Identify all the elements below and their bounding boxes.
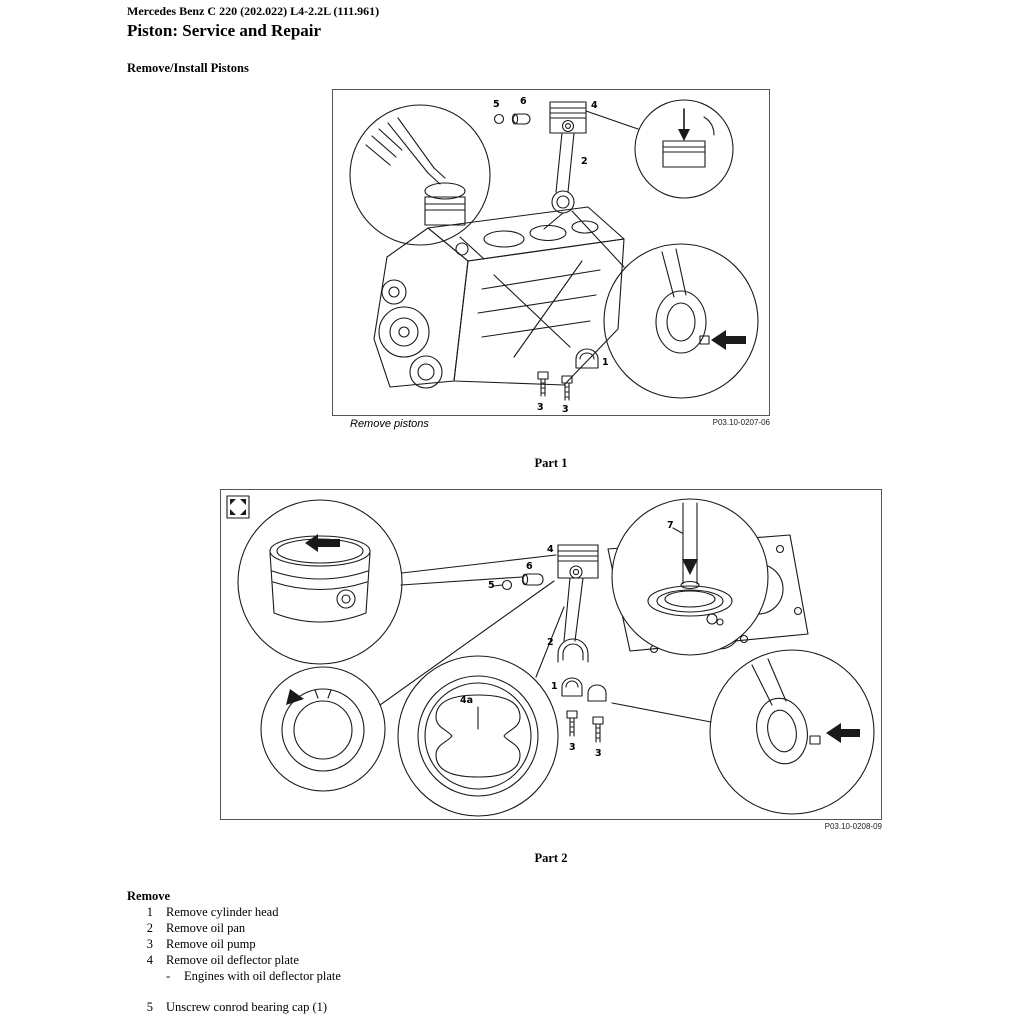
fig1-callout-4: 4 — [591, 100, 598, 111]
part2-label: Part 2 — [534, 851, 568, 865]
step-number: 3 — [146, 937, 153, 951]
step-text: Remove oil deflector plate — [166, 953, 299, 967]
fig2-callout-4a: 4a — [460, 695, 474, 706]
fig1-callout-1: 1 — [602, 357, 609, 368]
remove-step-1 — [127, 904, 975, 920]
step-text: Unscrew conrod bearing cap (1) — [166, 1000, 328, 1014]
fig2-callout-1: 1 — [551, 681, 558, 692]
substep-dash: - — [166, 969, 171, 983]
fig2-callout-4: 4 — [547, 544, 554, 555]
step-text: Remove oil pump — [166, 937, 256, 951]
step-number: 5 — [146, 1000, 153, 1014]
figure2-code: P03.10-0208-09 — [824, 822, 882, 831]
figure2 — [127, 489, 975, 866]
vehicle-header: Mercedes Benz C 220 (202.022) L4-2.2L (111.961) — [127, 4, 380, 18]
step-number: 4 — [146, 953, 153, 967]
fig1-callout-3b: 3 — [562, 404, 569, 415]
substep-text: Engines with oil deflector plate — [184, 969, 341, 983]
remove-step-2 — [127, 920, 975, 936]
fig2-callout-5: 5 — [488, 580, 495, 591]
figure2-diagram — [220, 489, 882, 820]
fig1-callout-2: 2 — [581, 156, 588, 167]
step-text: Remove oil pan — [166, 921, 246, 935]
figure1-caption: Remove pistons — [350, 418, 429, 430]
fig1-callout-6: 6 — [520, 96, 527, 107]
fig1-callout-3a: 3 — [537, 402, 544, 413]
part1-label: Part 1 — [534, 456, 568, 470]
step-text: Remove cylinder head — [166, 905, 279, 919]
document-page — [127, 0, 975, 1015]
fig2-callout-7: 7 — [667, 520, 674, 531]
remove-step-3 — [127, 936, 975, 952]
section-heading: Remove/Install Pistons — [127, 61, 249, 75]
page-title: Piston: Service and Repair — [127, 21, 322, 40]
figure1-border — [333, 90, 770, 416]
figure1-code: P03.10-0207-06 — [712, 418, 770, 427]
fig2-callout-6: 6 — [526, 561, 533, 572]
figure1 — [127, 89, 975, 471]
remove-heading: Remove — [127, 889, 171, 903]
fig2-callout-2: 2 — [547, 637, 554, 648]
fig1-callout-5: 5 — [493, 99, 500, 110]
fig2-callout-3b: 3 — [595, 748, 602, 759]
remove-section — [127, 888, 975, 1015]
fig2-callout-3a: 3 — [569, 742, 576, 753]
step-number: 2 — [146, 921, 153, 935]
step-number: 1 — [146, 905, 153, 919]
remove-step-4-sub — [127, 968, 975, 984]
figure1-diagram — [332, 89, 770, 416]
remove-step-5 — [127, 999, 975, 1015]
remove-step-4 — [127, 952, 975, 968]
